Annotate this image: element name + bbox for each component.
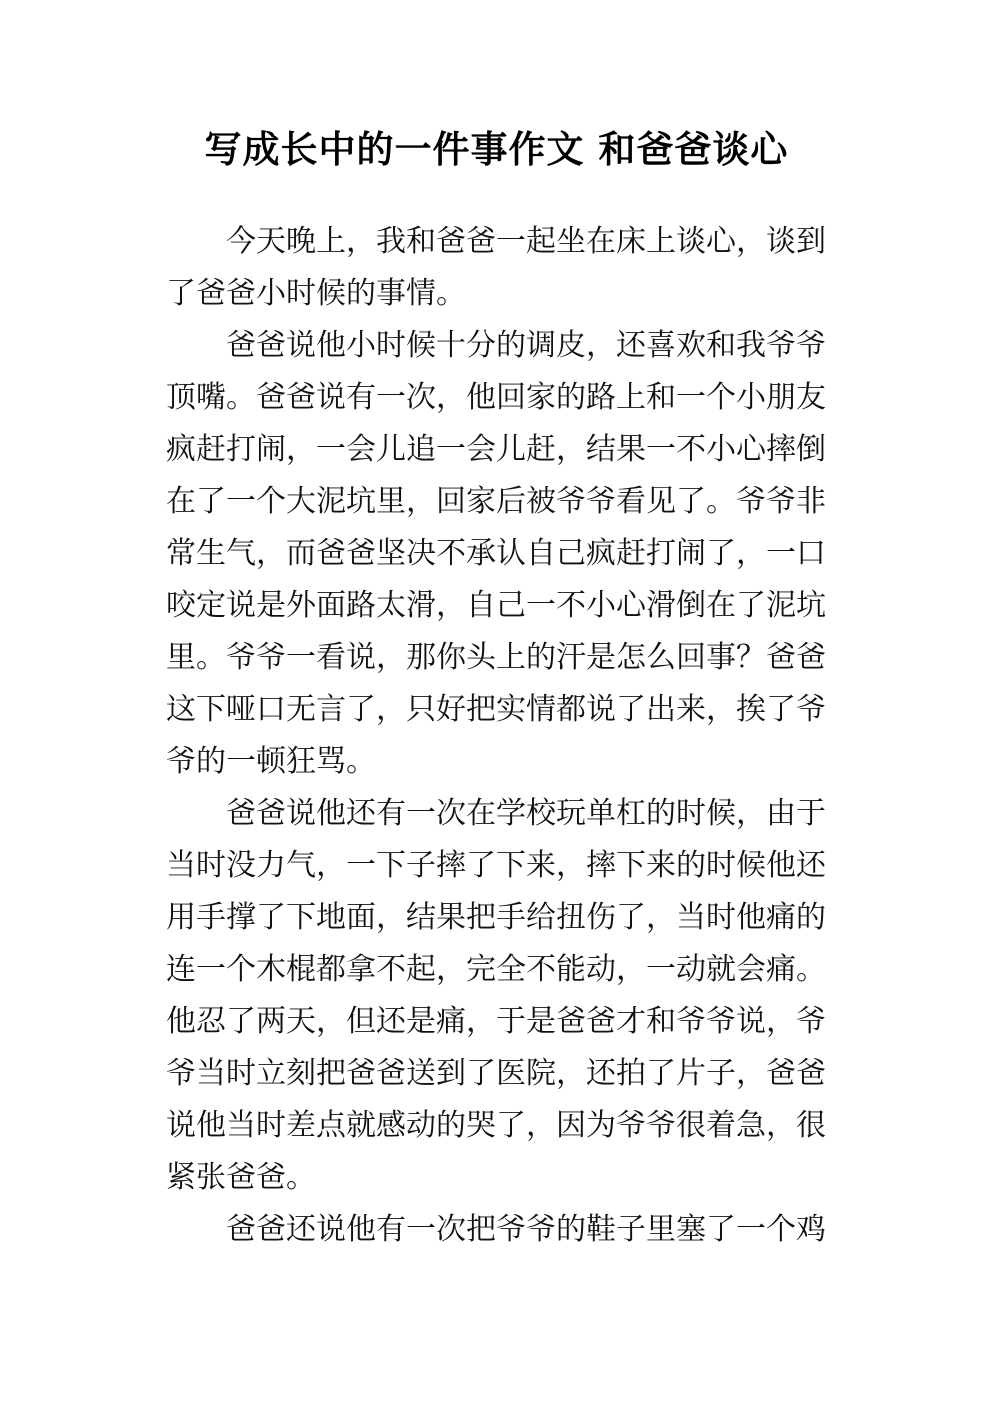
document-title: 写成长中的一件事作文 和爸爸谈心 xyxy=(204,128,789,171)
paragraph-1: 今天晚上，我和爸爸一起坐在床上谈心，谈到了爸爸小时候的事情。 xyxy=(166,224,826,311)
paragraph-2: 爸爸说他小时候十分的调皮，还喜欢和我爷爷顶嘴。爸爸说有一次，他回家的路上和一个小朋友疯赶打闹，一会儿追一会儿赶，结果一不小心摔倒在了一个大泥坑里，回家后被爷爷看见了。爷爷非常生气，而爸爸坚决不承认自己疯赶打闹了，一口咬定说是外面路太滑，自己一不小心滑倒在了泥坑里。爷爷一看说，那你头上的汗是怎么回事？爸爸这下哑口无言了，只好把实情都说了出来，挨了爷爷的一顿狂骂。 xyxy=(166,328,826,779)
paragraph-3: 爸爸说他还有一次在学校玩单杠的时候，由于当时没力气，一下子摔了下来，摔下来的时候他还用手撑了下地面，结果把手给扭伤了，当时他痛的连一个木棍都拿不起，完全不能动，一动就会痛。他忍了两天，但还是痛，于是爸爸才和爷爷说，爷爷当时立刻把爸爸送到了医院，还拍了片子，爸爸说他当时差点就感动的哭了，因为爷爷很着急，很紧张爸爸。 xyxy=(166,796,826,1195)
paragraph-4: 爸爸还说他有一次把爷爷的鞋子里塞了一个鸡 xyxy=(226,1212,826,1247)
document-body xyxy=(166,216,826,1256)
